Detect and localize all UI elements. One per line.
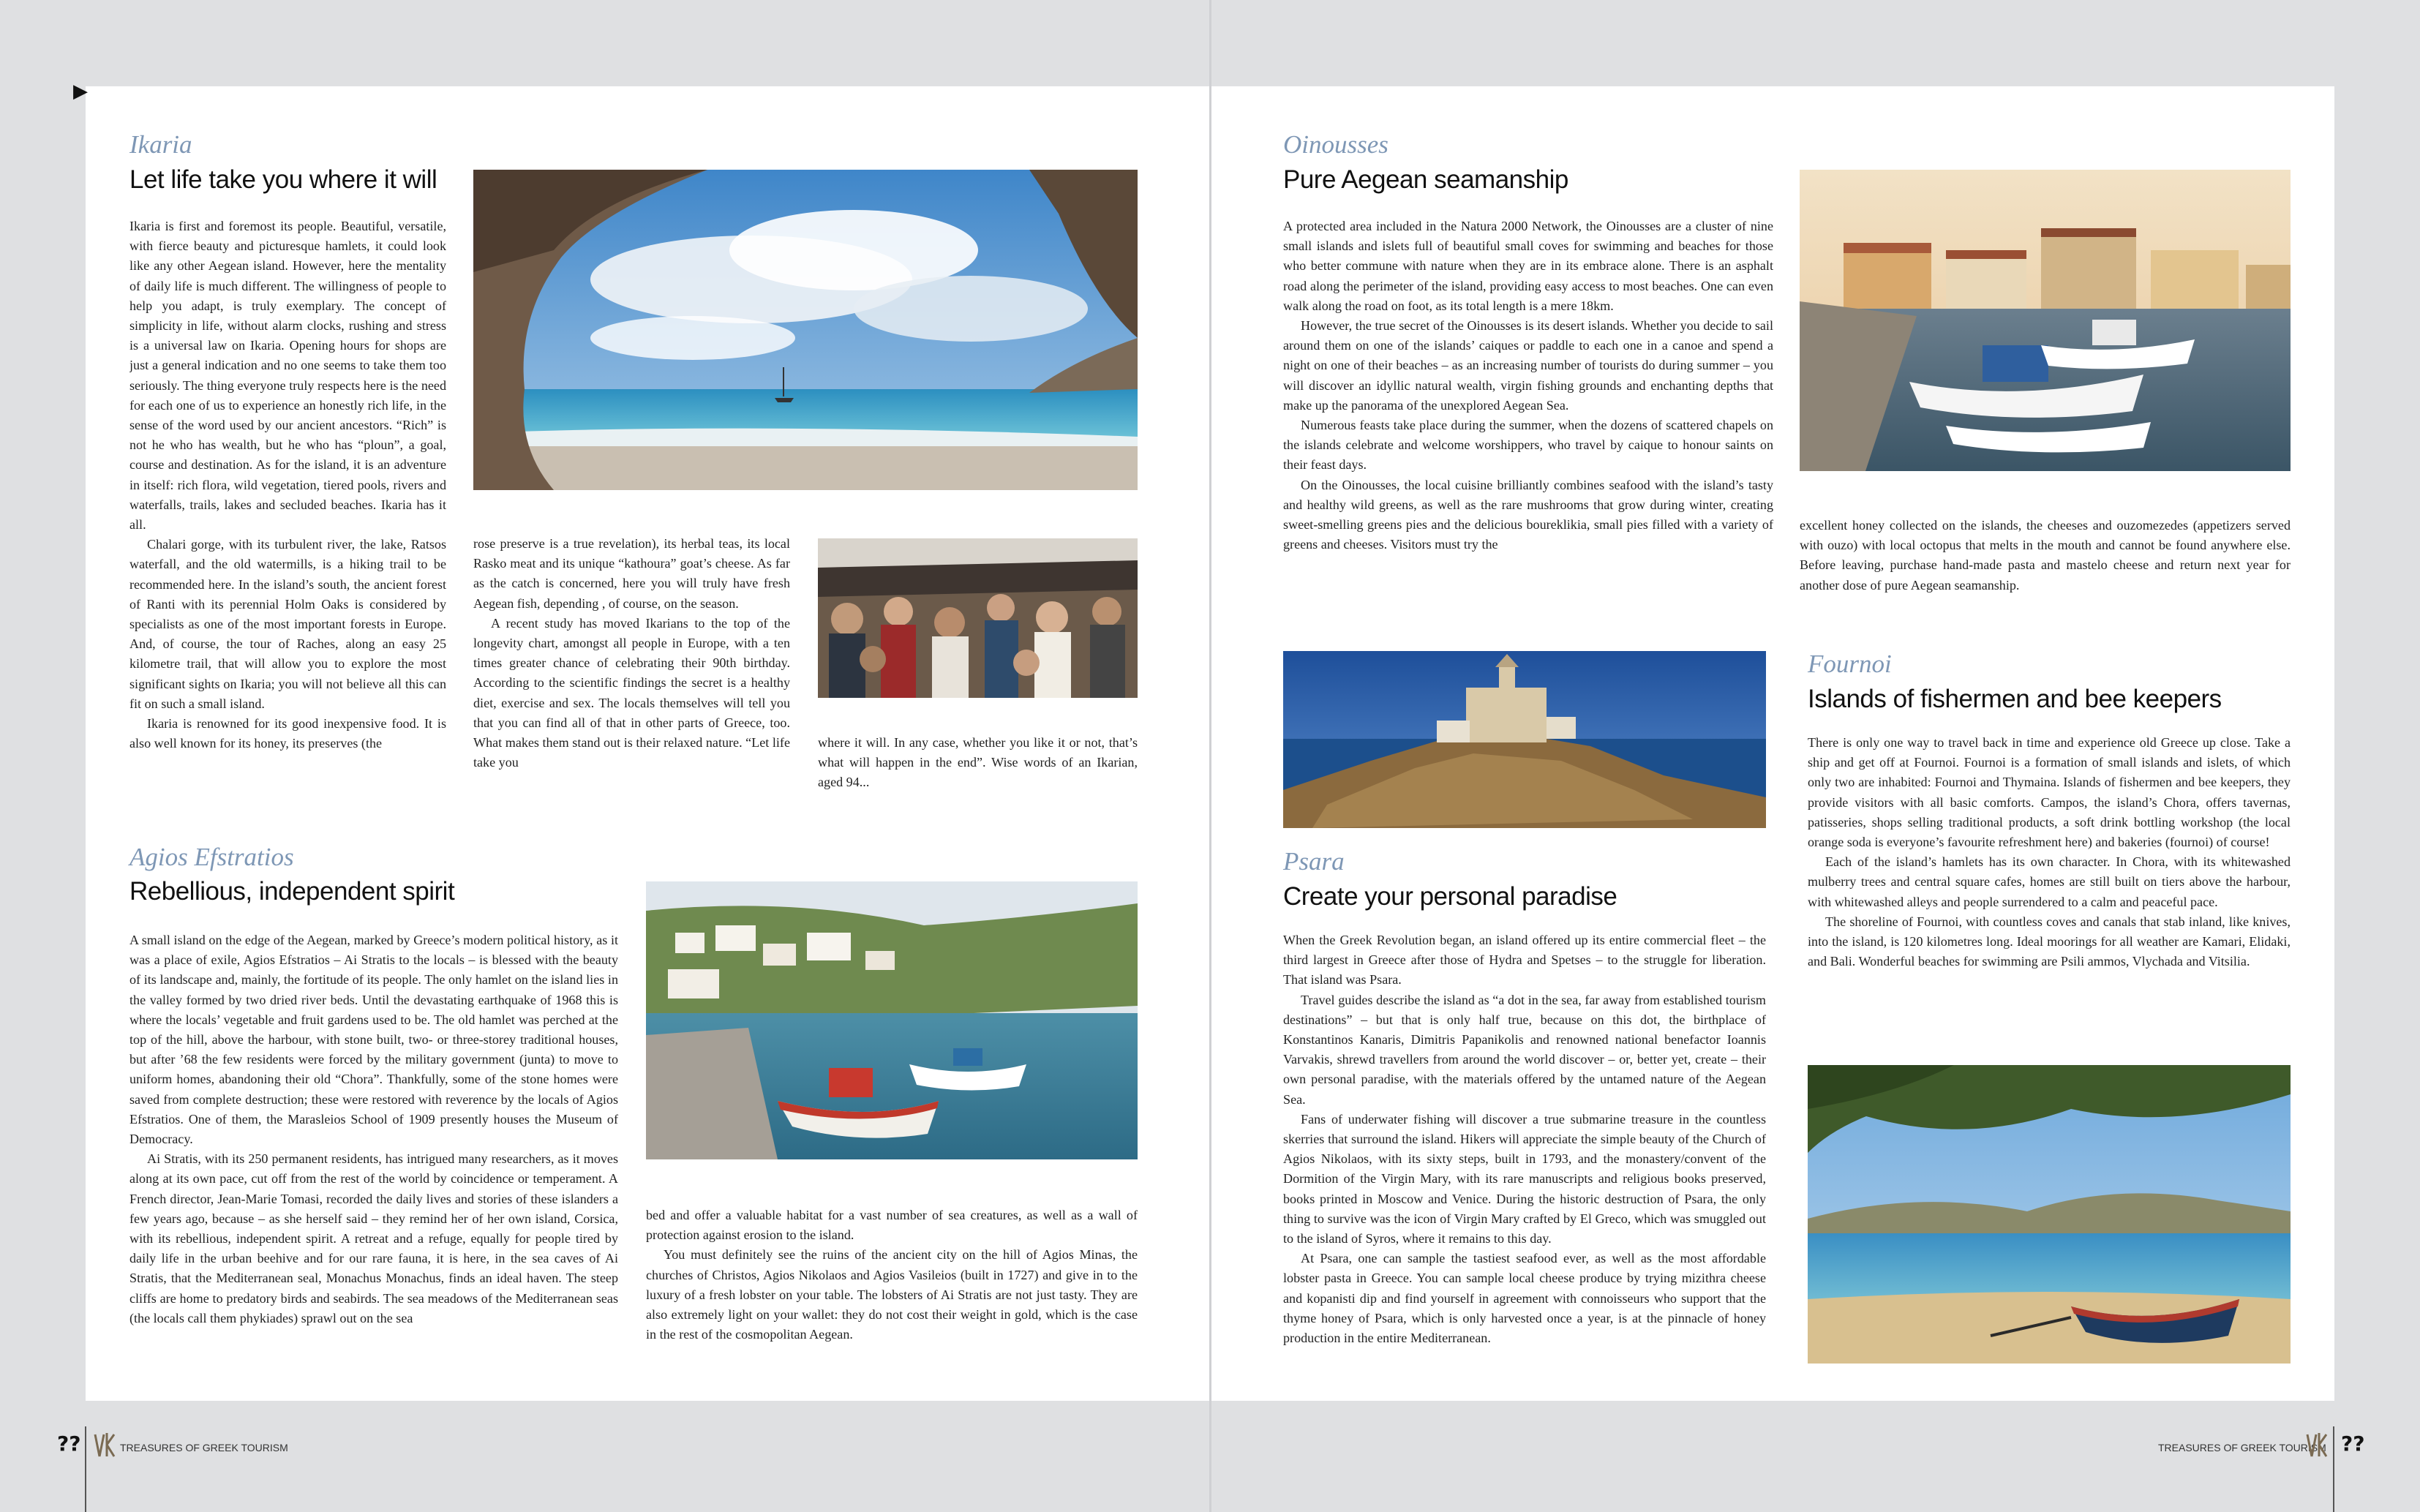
- psara-paragraph: Fans of underwater fishing will discover a true submarine treasure in the countless skerries that surround the island. Hikers will appreciate the simple beauty of the Church of Agios Nikolaos, with its sixty steps, built in 1793, and the monastery/convent of the Dormition of the Virgin Mary, with its rare manuscripts and religious books preserved, books printed in Moscow and Venice. During the historic destruction of Psara, the only thing to survive was the icon of Virgin Mary crafted by El Greco, which was smuggled out to the island of Syros, where it remains to this day.: [1283, 1111, 1766, 1246]
- ikaria-paragraph: rose preserve is a true revelation), its herbal teas, its local Rasko meat and its unique “kathoura” goat’s cheese. As far as the catch is concerned, here you will truly have fresh Aegean fish, depending , of course, on the season.: [473, 536, 790, 611]
- psara-paragraph: At Psara, one can sample the tastiest seafood ever, as well as the most affordable lobster pasta in Greece. You can sample local cheese produce by trying mizithra cheese and kopanisti dip and find yourself in agreement with connoisseurs who support that the thyme honey of Psara, which is only harvested once a year, is at the pinnacle of honey production in the entire Mediterranean.: [1283, 1251, 1766, 1346]
- agios-paragraph: You must definitely see the ruins of the ancient city on the hill of Agios Minas, the churches of Christos, Agios Nikolaos and Agios Vasileios (built in 1727) and give in to the luxury of a fresh lobster on your table. The lobsters of Ai Stratis are not just tasty. They are also extremely light on your wallet: they do not cost their weight in gold, which is the case in the rest of the cosmopolitan Aegean.: [646, 1247, 1138, 1342]
- ikaria-kicker: Ikaria: [129, 130, 192, 159]
- oinousses-paragraph: Numerous feasts take place during the summer, when the dozens of scattered chapels on the islands celebrate and welcome worshippers, who travel by caique to honour saints on their feast days.: [1283, 418, 1773, 473]
- agios-harbour-boats-photo: [646, 881, 1138, 1159]
- psara-paragraph: Travel guides describe the island as “a dot in the sea, far away from established tourism destinations” – but that is only half true, because on this dot, the birthplace of Konstantinos Kanaris, Dimitris Papanikolis and renowned national benefactor Ioannis Varvakis, shrewd travellers from around the world discover – or, better yet, create – their own personal paradise, with the materials offered by the untamed nature of the Aegean Sea.: [1283, 992, 1766, 1107]
- right-footer-divider: [2333, 1426, 2334, 1512]
- ikaria-paragraph: Ikaria is renowned for its good inexpensive food. It is also well known for its honey, its preserves (the: [129, 716, 446, 751]
- psara-column-1: [1283, 930, 1766, 1371]
- right-running-title: TREASURES OF GREEK TOURISM: [2158, 1442, 2326, 1453]
- fournoi-paragraph: There is only one way to travel back in time and experience old Greece up close. Take a ship and get off at Fournoi. Fournoi is a formation of small islands and islets, of which only two are inhabited: Fournoi and Thymaina. Islands of fishermen and bee keepers, they provide visitors with all basic comforts. Campos, the island’s Chora, offers tavernas, patisseries, shops selling traditional products, a soft drink bottling workshop (the local orange soda is everyone’s favourite refreshment here) and bakeries (fournoi) of course!: [1808, 735, 2291, 850]
- left-footer-divider: [85, 1426, 86, 1512]
- magazine-logo-icon: [92, 1430, 117, 1459]
- spine-fold: [1209, 0, 1211, 1512]
- right-page-number: ??: [2341, 1432, 2365, 1456]
- left-page-number: ??: [57, 1432, 81, 1456]
- fournoi-kicker: Fournoi: [1808, 650, 1892, 678]
- ikaria-paragraph: Ikaria is first and foremost its people. Beautiful, versatile, with fierce beauty and picturesque hamlets, it could look like any other Aegean island. However, here the mentality of daily life is much different. The willingness of people to help you adapt, is truly exemplary. The concept of simplicity in life, without alarm clocks, rushing and stress is a universal law on Ikaria. Opening hours for shops are just a general indication and no one seems to take them too seriously. The thing everyone truly respects here is the need for each one of us to experience an honestly rich life, in the sense of the word used by our ancient ancestors. “Rich” is not he who has wealth, but he who has “ploun”, a goal, course and destination. As for the island, it is an adventure in itself: rich flora, wild vegetation, tiered pools, rivers and waterfalls, trails, lakes and secluded beaches. Ikaria has it all.: [129, 219, 446, 533]
- fournoi-paragraph: Each of the island’s hamlets has its own character. In Chora, with its whitewashed mulberry trees and central square cafes, homes are still built on tiers above the harbour, with whitewashed alleys and people surrendered to a calm and peaceful pace.: [1808, 854, 2291, 909]
- ikaria-column-3: [818, 733, 1138, 796]
- ikaria-beach-cave-photo: [473, 170, 1138, 490]
- oinousses-column-1: [1283, 217, 1773, 598]
- ikaria-festival-crowd-photo: [818, 538, 1138, 698]
- play-arrow-icon: ▶: [73, 80, 88, 102]
- agios-paragraph: bed and offer a valuable habitat for a vast number of sea creatures, as well as a wall of protection against erosion to the island.: [646, 1208, 1138, 1243]
- agios-headline: Rebellious, independent spirit: [129, 877, 455, 906]
- psara-monastery-photo: [1283, 651, 1766, 828]
- ikaria-paragraph: A recent study has moved Ikarians to the top of the longevity chart, amongst all people in Europe, with a ten times greater chance of celebrating their 90th birthday. According to the scientific findings the secret is a healthy diet, exercise and sex. The locals themselves will tell you that you can find all of that in other parts of Greece, too. What makes them stand out is their relaxed nature. “Let life take you: [473, 615, 790, 770]
- psara-headline: Create your personal paradise: [1283, 882, 1617, 911]
- magazine-logo-icon: [2304, 1430, 2329, 1459]
- ikaria-column-2: [473, 534, 790, 796]
- oinousses-paragraph: excellent honey collected on the islands, the cheeses and ouzomezedes (appetizers served with ouzo) with local octopus that melts in the mouth and cannot be found anywhere else. Before leaving, purchase hand-made pasta and mastelo cheese and return next year for another dose of pure Aegean seamanship.: [1800, 518, 2291, 593]
- oinousses-paragraph: However, the true secret of the Oinousses is its desert islands. Whether you decide to sail around them on one of the islands’ caiques or paddle to each one in a canoe and spend a night on one of their beaches – as an increasing number of tourists do during summer – you will discover an idyllic natural wealth, virgin fishing grounds and enchanting depths that make up the panorama of the unexplored Aegean Sea.: [1283, 318, 1773, 413]
- ikaria-column-1: [129, 217, 446, 796]
- agios-kicker: Agios Efstratios: [129, 843, 294, 871]
- ikaria-paragraph: where it will. In any case, whether you like it or not, that’s what will happen in the end”. Wise words of an Ikarian, aged 94...: [818, 735, 1138, 790]
- oinousses-paragraph: On the Oinousses, the local cuisine brilliantly combines seafood with the island’s tasty and healthy wild greens, as well as the rare mushrooms that grow during winter, creating sweet-smelling greens pies and the delicious boureklikia, small pies filled with a variety of greens and cheeses. Visitors must try the: [1283, 477, 1773, 552]
- oinousses-paragraph: A protected area included in the Natura 2000 Network, the Oinousses are a cluster of nine small islands and islets full of beautiful small coves for swimming and beaches for those who better commune with nature when they are in its embrace alone. There is an asphalt road along the perimeter of the island, providing easy access to most beaches. One can even walk along the road on foot, as its total length is a mere 18km.: [1283, 219, 1773, 313]
- agios-paragraph: Ai Stratis, with its 250 permanent residents, has intrigued many researchers, as it moves along at its own pace, cut off from the rest of the world by coincidence or temperament. A French director, Jean-Marie Tomasi, recorded the daily lives and stories of these islanders a few years ago, because – as she herself said – they remind her of her own island, Corsica, with its rebellious, independent spirit. A retreat and a refuge, equally for people tired by daily life in the urban beehive and for our rare fauna, it is here, in the sea caves of Ai Stratis, that the Mediterranean seal, Monachus Monachus, finds an ideal haven. The steep cliffs are home to predatory birds and seabirds. The sea meadows of the Mediterranean seas (the locals call them phykiades) sprawl out on the sea: [129, 1151, 618, 1325]
- fournoi-column-1: [1808, 733, 2291, 1034]
- agios-column-1: [129, 930, 618, 1371]
- oinousses-headline: Pure Aegean seamanship: [1283, 165, 1568, 194]
- left-running-title: TREASURES OF GREEK TOURISM: [120, 1442, 288, 1453]
- oinousses-column-2: [1800, 516, 2291, 598]
- oinousses-harbour-photo: [1800, 170, 2291, 471]
- oinousses-kicker: Oinousses: [1283, 130, 1389, 159]
- agios-column-2: [646, 1206, 1138, 1371]
- fournoi-headline: Islands of fishermen and bee keepers: [1808, 685, 2222, 713]
- fournoi-beach-boat-photo: [1808, 1065, 2291, 1364]
- ikaria-headline: Let life take you where it will: [129, 165, 437, 194]
- ikaria-paragraph: Chalari gorge, with its turbulent river, the lake, Ratsos waterfall, and the old watermills, is a hiking trail to be recommended here. In the island’s south, the ancient forest of Ranti with its perennial Holm Oaks is considered by specialists as one of the most important forests in Europe. And, of course, the tour of Raches, along an easy 25 kilometre trail, that will allow you to explore the most significant sights on Ikaria; you will not believe all this can fit on such a small island.: [129, 537, 446, 711]
- psara-kicker: Psara: [1283, 847, 1345, 876]
- psara-paragraph: When the Greek Revolution began, an island offered up its entire commercial fleet – the third largest in Greece after those of Hydra and Spetses – to the struggle for liberation. That island was Psara.: [1283, 933, 1766, 988]
- fournoi-paragraph: The shoreline of Fournoi, with countless coves and canals that stab inland, like knives, into the island, is 120 kilometres long. Ideal moorings for all weather are Kamari, Elidaki, and Bali. Wonderful beaches for swimming are Psili ammos, Vlychada and Vitsilia.: [1808, 914, 2291, 969]
- agios-paragraph: A small island on the edge of the Aegean, marked by Greece’s modern political history, as it was a place of exile, Agios Efstratios – Ai Stratis to the locals – is blessed with the beauty of its landscape and, mainly, the fortitude of its people. The only hamlet on the island lies in the valley formed by two dried river beds. Until the devastating earthquake of 1968 this is where the locals’ vegetable and fruit gardens used to be. The old hamlet was perched at the top of the hill, above the harbour, with stone built, two- or three-storey traditional houses, but after ’68 the few residents were forced by the military government (junta) to move to uniform homes, abandoning their old “Chora”. Thankfully, some of the stone homes were saved from complete destruction; these were restored with reverence by the locals of Agios Efstratios. One of them, the Marasleios School of 1909 presently houses the Museum of Democracy.: [129, 933, 618, 1147]
